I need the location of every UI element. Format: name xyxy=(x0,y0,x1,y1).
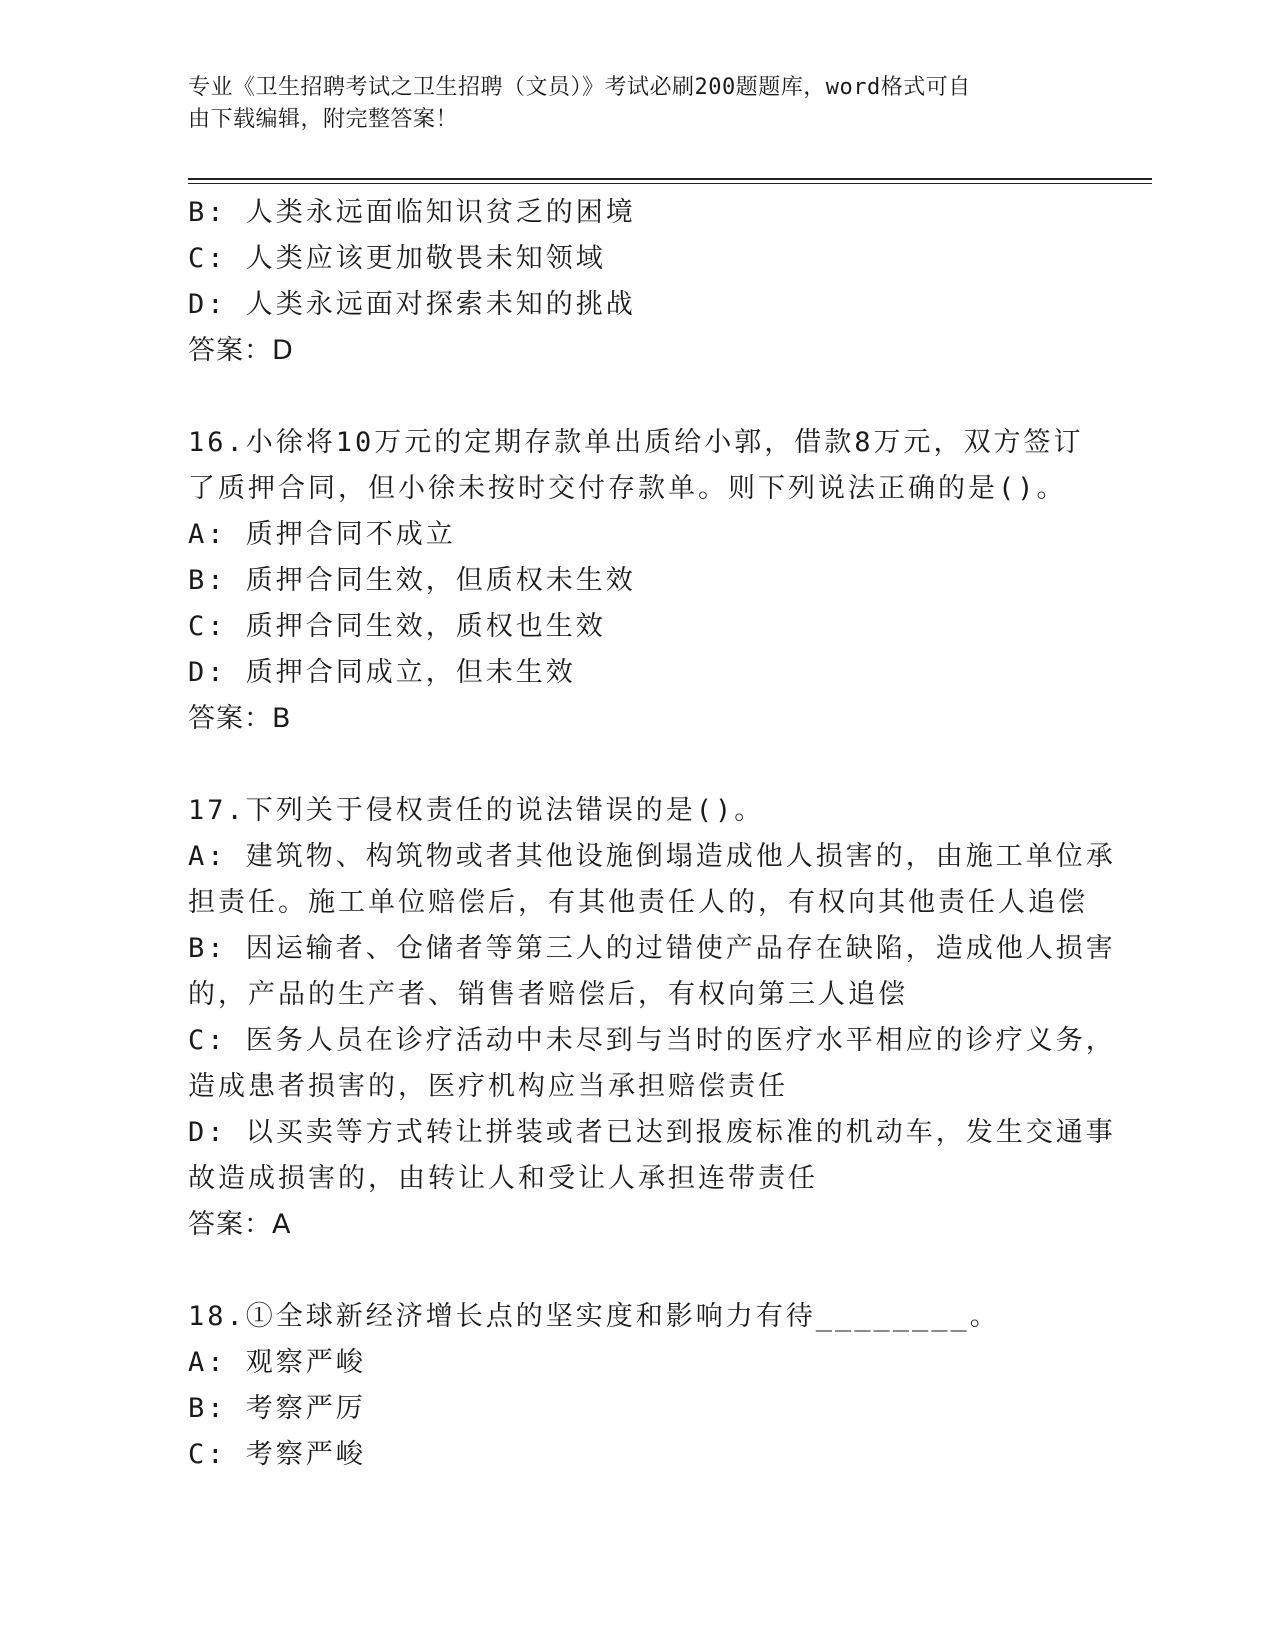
answer-line: 答案：B xyxy=(188,703,292,734)
option-d: D: 质押合同成立，但未生效 xyxy=(188,657,576,688)
header-divider-thin xyxy=(188,183,1152,184)
option-b: B: 考察严厉 xyxy=(188,1393,366,1424)
option-a: A: 建筑物、构筑物或者其他设施倒塌造成他人损害的，由施工单位承 xyxy=(188,841,1116,872)
answer-line: 答案：D xyxy=(188,335,294,366)
option-a: A: 质押合同不成立 xyxy=(188,519,456,550)
question-stem-line: 了质押合同，但小徐未按时交付存款单。则下列说法正确的是()。 xyxy=(188,473,1067,504)
option-b: B: 质押合同生效，但质权未生效 xyxy=(188,565,636,596)
question-16 xyxy=(188,420,1088,742)
header-line-1: 专业《卫生招聘考试之卫生招聘（文员）》考试必刷200题题库，word格式可自 xyxy=(188,75,971,100)
option-c: C: 医务人员在诊疗活动中未尽到与当时的医疗水平相应的诊疗义务， xyxy=(188,1025,1116,1056)
question-17 xyxy=(188,788,1116,1248)
option-d-continued: 故造成损害的，由转让人和受让人承担连带责任 xyxy=(188,1163,818,1194)
option-c: C: 人类应该更加敬畏未知领域 xyxy=(188,243,606,274)
question-stem-line: 17.下列关于侵权责任的说法错误的是()。 xyxy=(188,795,765,826)
option-b-continued: 的，产品的生产者、销售者赔偿后，有权向第三人追偿 xyxy=(188,979,908,1010)
option-c: C: 质押合同生效，质权也生效 xyxy=(188,611,606,642)
header-line-2: 由下载编辑，附完整答案！ xyxy=(188,107,459,132)
page-header xyxy=(188,72,1088,136)
answer-line: 答案：A xyxy=(188,1209,292,1240)
option-d: D: 人类永远面对探索未知的挑战 xyxy=(188,289,636,320)
option-d: D: 以买卖等方式转让拼装或者已达到报废标准的机动车，发生交通事 xyxy=(188,1117,1116,1148)
option-c-continued: 造成患者损害的，医疗机构应当承担赔偿责任 xyxy=(188,1071,788,1102)
option-c: C: 考察严峻 xyxy=(188,1439,366,1470)
document-body xyxy=(188,190,1116,1478)
option-a-continued: 担责任。施工单位赔偿后，有其他责任人的，有权向其他责任人追偿 xyxy=(188,887,1088,918)
header-divider-thick xyxy=(188,178,1152,180)
question-18 xyxy=(188,1294,1088,1478)
question-15-continued xyxy=(188,190,1088,374)
question-stem-line: 18.①全球新经济增长点的坚实度和影响力有待________。 xyxy=(188,1301,1000,1332)
question-stem-line: 16.小徐将10万元的定期存款单出质给小郭，借款8万元，双方签订 xyxy=(188,427,1084,458)
option-b: B: 人类永远面临知识贫乏的困境 xyxy=(188,197,636,228)
option-b: B: 因运输者、仓储者等第三人的过错使产品存在缺陷，造成他人损害 xyxy=(188,933,1116,964)
option-a: A: 观察严峻 xyxy=(188,1347,366,1378)
